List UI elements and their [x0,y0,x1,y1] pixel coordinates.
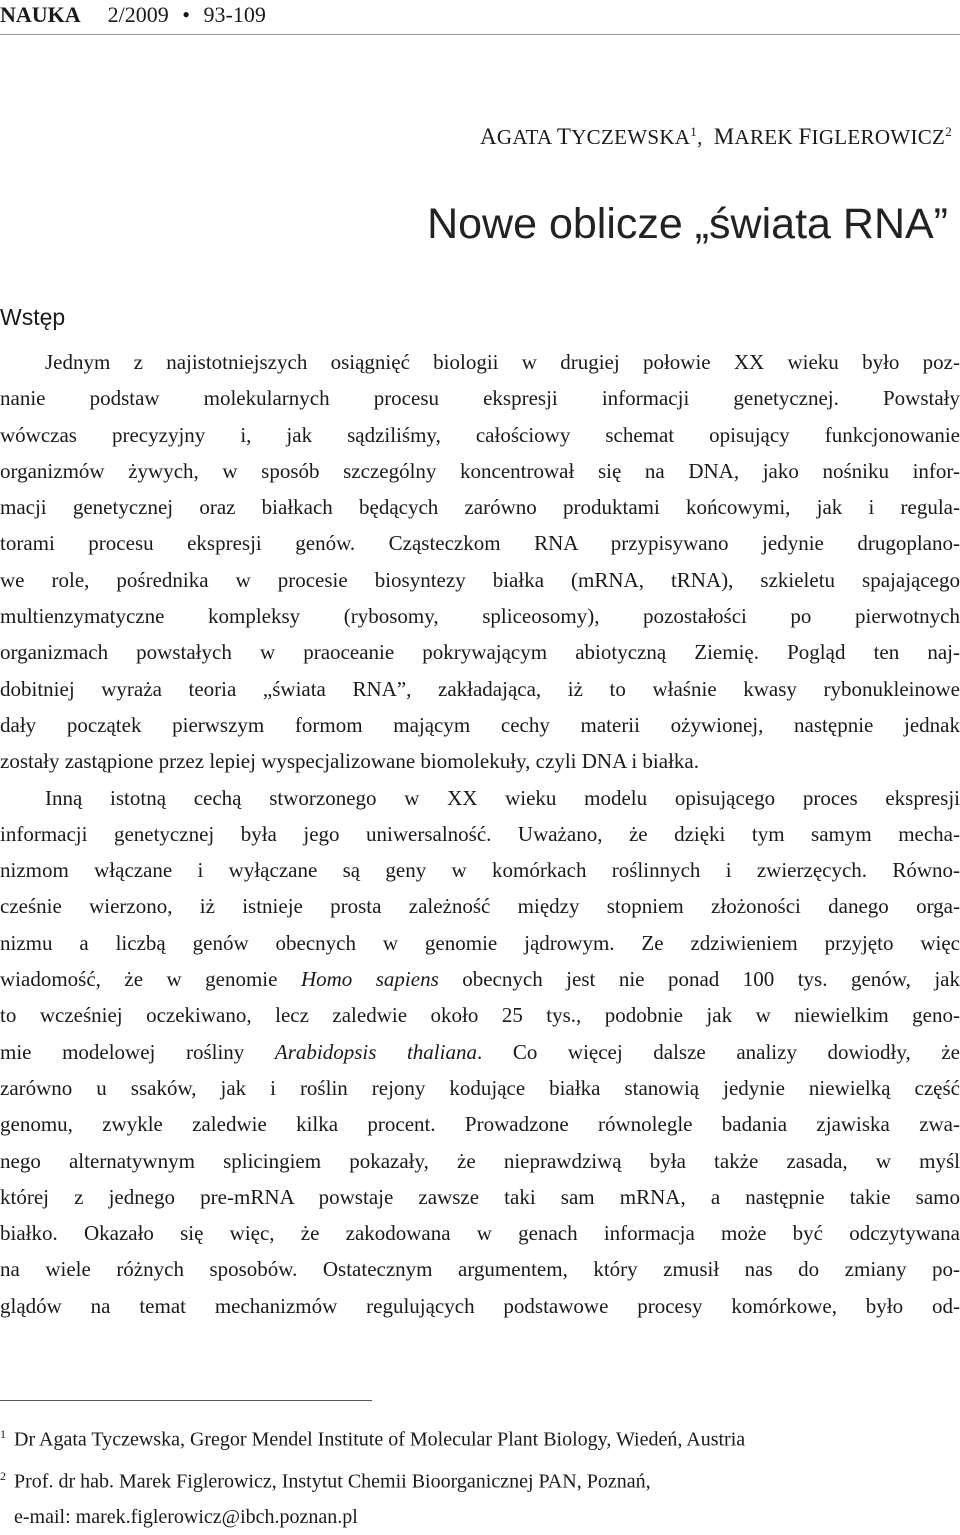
body-line: to wcześniej oczekiwano, lecz zaledwie około 25 tys., podobnie jak w niewielkim geno- [0,1003,960,1028]
body-line: we role, pośrednika w procesie biosyntezy białka (mRNA, tRNA), szkieletu spajającego [0,567,960,592]
footnote-1-mark: 1 [0,1427,6,1441]
body-line: nizmu a liczbą genów obecnych w genomie jądrowym. Ze zdziwieniem przyjęto więc [0,930,960,955]
body-line: organizmach powstałych w praoceanie pokrywającym abiotyczną Ziemię. Pogląd ten naj- [0,640,960,665]
body-line: multienzymatyczne kompleksy (rybosomy, spliceosomy), pozostałości po pierwotnych [0,604,960,629]
author-1: AGATA TYCZEWSKA$^1$ [480,124,698,149]
footnote-1: $^1$ Dr Agata Tyczewska, Gregor Mendel Institute of Molecular Plant Biology, Wiedeń, Austria [0,1416,960,1458]
author-2-footnote-mark: 2 [945,124,952,139]
body-line: macji genetycznej oraz białkach będących zarówno produktami końcowymi, jak i regula- [0,495,960,520]
body-line: wiadomość, że w genomie Homo sapiens obecnych jest nie ponad 100 tys. genów, jak [0,967,960,992]
footnote-divider [0,1400,372,1401]
body-line: cześnie wierzono, iż istnieje prosta zależność między stopniem złożoności danego orga- [0,894,960,919]
species-name: Arabidopsis thaliana [274,1039,477,1064]
body-line: torami procesu ekspresji genów. Cząsteczkom RNA przypisywano jedynie drugoplano- [0,531,960,556]
footnotes [0,1416,960,1535]
running-header [0,0,960,35]
body-line: Inną istotną cechą stworzonego w XX wieku modelu opisującego proces ekspresji [45,785,960,810]
body-line: dobitniej wyraża teoria „świata RNA”, zakładająca, iż to właśnie kwasy rybonukleinowe [0,676,960,701]
author-line: AGATA TYCZEWSKA$^1$, MAREK FIGLEROWICZ$^2$ [480,124,952,149]
footnote-2-email: e-mail: marek.figlerowicz@ibch.poznan.pl [14,1506,358,1529]
body-line: na wiele różnych sposobów. Ostatecznym argumentem, który zmusił nas do zmiany po- [0,1257,960,1282]
body-line: zostały zastąpione przez lepiej wyspecjalizowane biomolekuły, czyli DNA i białka. [0,749,699,774]
body-line: wówczas precyzyjny i, jak sądziliśmy, całościowy schemat opisujący funkcjonowanie [0,422,960,447]
author-2: MAREK FIGLEROWICZ$^2$ [713,124,952,149]
article-title: Nowe oblicze „świata RNA” [427,200,948,248]
body-line: nizmom włączane i wyłączane są geny w komórkach roślinnych i zwierzęcych. Równo- [0,858,960,883]
issue-number: 2/2009 [107,2,169,27]
footnote-2: $^2$ Prof. dr hab. Marek Figlerowicz, Instytut Chemii Bioorganicznej PAN, Poznań, [0,1458,960,1500]
page-range: 93-109 [203,2,266,27]
body-line: której z jednego pre-mRNA powstaje zawsze taki sam mRNA, a następnie takie samo [0,1184,960,1209]
body-line: białko. Okazało się więc, że zakodowana w genach informacja może być odczytywana [0,1221,960,1246]
body-line: zarówno u ssaków, jak i roślin rejony kodujące białka stanowią jedynie niewielką część [0,1075,960,1100]
section-heading: Wstęp [0,304,66,330]
body-line: genomu, zwykle zaledwie kilka procent. Prowadzone równolegle badania zjawiska zwa- [0,1112,960,1137]
header-bullet: • [182,2,190,27]
body-line: glądów na temat mechanizmów regulujących podstawowe procesy komórkowe, było od- [0,1293,960,1318]
body-line: organizmów żywych, w sposób szczególny koncentrował się na DNA, jako nośniku infor- [0,458,960,483]
footnote-2-mark: 2 [0,1468,6,1483]
author-1-footnote-mark: 1 [690,124,698,139]
body-line: informacji genetycznej była jego uniwersalność. Uważano, że dzięki tym samym mecha- [0,821,960,846]
body-line: dały początek pierwszym formom mającym cechy materii ożywionej, następnie jednak [0,712,960,737]
body-line: nego alternatywnym splicingiem pokazały, że nieprawdziwą była także zasada, w myśl [0,1148,960,1173]
body-line: nanie podstaw molekularnych procesu ekspresji informacji genetycznej. Powstały [0,386,960,411]
journal-name: NAUKA [0,2,81,27]
species-name: Homo sapiens [300,967,439,992]
body-text [0,344,960,1324]
body-line: mie modelowej rośliny Arabidopsis thaliana. Co więcej dalsze analizy dowiodły, że [0,1039,960,1064]
body-line: Jednym z najistotniejszych osiągnięć biologii w drugiej połowie XX wieku było poz- [45,350,960,374]
